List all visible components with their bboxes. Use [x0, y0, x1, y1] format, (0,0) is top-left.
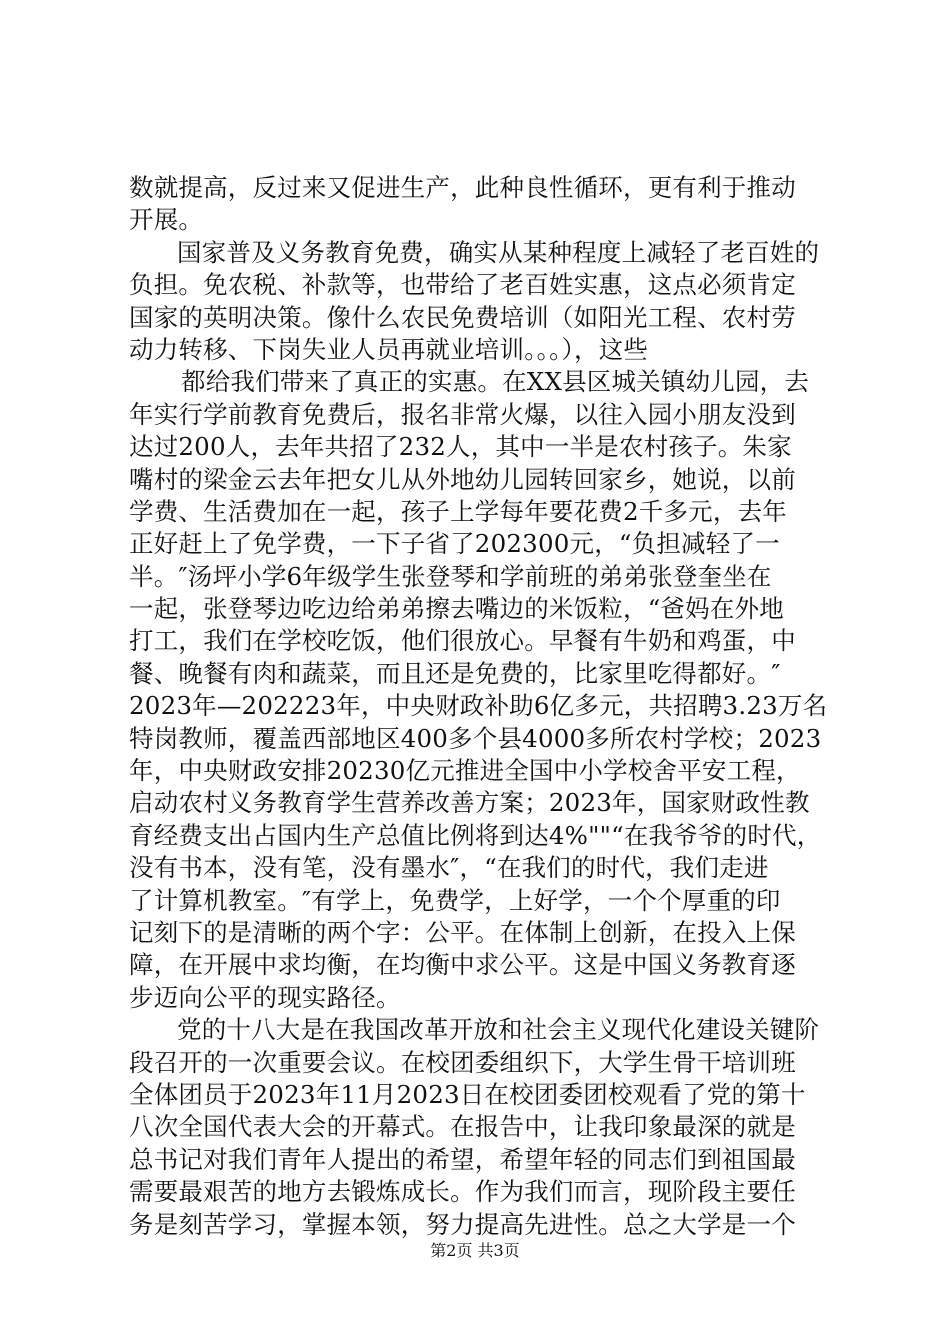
text-line: 需要最艰苦的地方去锻炼成长。作为我们而言，现阶段主要任 [129, 1177, 796, 1207]
text-line: 半。″汤坪小学6年级学生张登琴和学前班的弟弟张登奎坐在 [129, 561, 772, 591]
text-line: 数就提高，反过来又促进生产，此种良性循环，更有利于推动 [129, 173, 796, 202]
text-line: 特岗教师，覆盖西部地区400多个县4000多所农村学校；2023 [129, 723, 822, 753]
text-line: 记刻下的是清晰的两个字：公平。在体制上创新，在投入上保 [129, 917, 796, 947]
paragraph-start-line: 国家普及义务教育免费，确实从某种程度上减轻了老百姓的 [177, 237, 820, 267]
text-line: 了计算机教室。″有学上，免费学，上好学，一个个厚重的印 [129, 885, 781, 915]
text-line: 总书记对我们青年人提出的希望，希望年轻的同志们到祖国最 [129, 1144, 796, 1174]
text-line: 年，中央财政安排20230亿元推进全国中小学校舍平安工程， [129, 756, 801, 786]
page-footer: 第2页 共3页 [430, 1241, 520, 1260]
text-line: 没有书本，没有笔，没有墨水″，“在我们的时代，我们走进 [129, 853, 769, 883]
text-line: 全体团员于2023年11月2023日在校团委团校观看了党的第十 [129, 1079, 806, 1109]
paragraph-start-line: 都给我们带来了真正的实惠。在XX县区城关镇幼儿园，去 [181, 367, 810, 397]
text-line: 八次全国代表大会的开幕式。在报告中，让我印象最深的就是 [129, 1112, 796, 1142]
text-line: 障，在开展中求均衡，在均衡中求公平。这是中国义务教育逐 [129, 950, 796, 980]
text-line: 务是刻苦学习，掌握本领，努力提高先进性。总之大学是一个 [129, 1209, 796, 1239]
text-line: 达过200人，去年共招了232人，其中一半是农村孩子。朱家 [129, 432, 792, 462]
text-line: 嘴村的梁金云去年把女儿从外地幼儿园转回家乡，她说，以前 [129, 464, 796, 494]
text-line: 段召开的一次重要会议。在校团委组织下，大学生骨干培训班 [129, 1047, 796, 1077]
text-line: 育经费支出占国内生产总值比例将到达4%""“在我爷爷的时代， [129, 820, 822, 850]
text-line: 动力转移、下岗失业人员再就业培训。。。），这些 [129, 334, 649, 364]
text-line: 开展。 [129, 205, 204, 235]
text-line: 步迈向公平的现实路径。 [129, 982, 401, 1012]
document-body [129, 172, 828, 1241]
text-line: 2023年—202223年，中央财政补助6亿多元，共招聘3.23万名 [129, 691, 828, 721]
text-line: 打工，我们在学校吃饭，他们很放心。早餐有牛奶和鸡蛋，中 [129, 626, 796, 656]
text-line: 负担。免农税、补款等，也带给了老百姓实惠，这点必须肯定 [129, 270, 796, 300]
text-line: 国家的英明决策。像什么农民免费培训（如阳光工程、农村劳 [129, 302, 796, 332]
paragraph-start-line: 党的十八大是在我国改革开放和社会主义现代化建设关键阶 [177, 1015, 820, 1045]
text-line: 一起，张登琴边吃边给弟弟擦去嘴边的米饭粒，“爸妈在外地 [129, 594, 784, 624]
text-line: 学费、生活费加在一起，孩子上学每年要花费2千多元，去年 [129, 496, 787, 526]
text-line: 正好赶上了免学费，一下子省了202300元，“负担减轻了一 [129, 529, 780, 559]
text-line: 餐、晚餐有肉和蔬菜，而且还是免费的，比家里吃得都好。″ [129, 658, 781, 688]
text-line: 年实行学前教育免费后，报名非常火爆，以往入园小朋友没到 [129, 399, 796, 429]
text-line: 启动农村义务教育学生营养改善方案；2023年，国家财政性教 [129, 788, 810, 818]
